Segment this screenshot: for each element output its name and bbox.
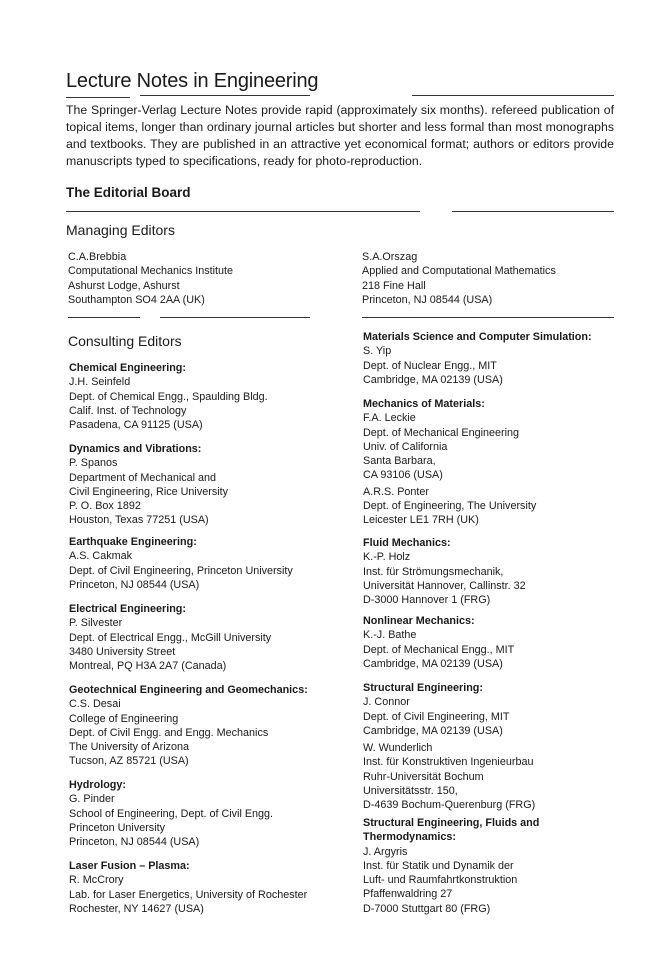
section-heading: Geotechnical Engineering and Geomechanics: — [69, 684, 308, 696]
section-materials-science — [363, 330, 592, 387]
address-line: Princeton, NJ 08544 (USA) — [69, 578, 200, 591]
address-line: A.R.S. Ponter — [363, 485, 430, 498]
managing-editors-heading: Managing Editors — [66, 222, 175, 238]
section-heading: Fluid Mechanics: — [363, 537, 451, 549]
section-heading: Dynamics and Vibrations: — [69, 443, 202, 455]
section-heading: Laser Fusion – Plasma: — [69, 860, 190, 872]
address-line: 3480 University Street — [69, 645, 176, 658]
section-heading: Structural Engineering, Fluids and — [363, 817, 540, 829]
address-line: Dept. of Civil Engg. and Engg. Mechanics — [69, 726, 269, 739]
section-fluid-mechanics — [363, 536, 526, 607]
address-line: Dept. of Nuclear Engg., MIT — [363, 359, 497, 372]
address-line: C.S. Desai — [69, 698, 121, 711]
address-line: D-4639 Bochum-Querenburg (FRG) — [363, 799, 536, 812]
address-line: The University of Arizona — [69, 741, 190, 754]
address-line: Dept. of Chemical Engg., Spaulding Bldg. — [69, 390, 268, 403]
address-line: J. Argyris — [363, 845, 408, 858]
address-line: Cambridge, MA 02139 (USA) — [363, 724, 503, 737]
section-heading: Structural Engineering: — [363, 682, 483, 694]
address-line: D-7000 Stuttgart 80 (FRG) — [363, 902, 491, 915]
intro-paragraph: The Springer-Verlag Lecture Notes provide rapid (approximately six months). refereed publication of topical items, longer than ordinary journal articles but shorter and less formal than most monographs and textbooks. They are published in an attractive yet economical format; authors or editors provide manuscripts typed to specifications, ready for photo-reproduction. — [66, 103, 614, 168]
address-line: K.-J. Bathe — [363, 629, 417, 642]
section-heading: Thermodynamics: — [363, 831, 456, 844]
address-line: Montreal, PQ H3A 2A7 (Canada) — [69, 660, 227, 673]
address-line: Cambridge, MA 02139 (USA) — [363, 657, 503, 670]
section-earthquake-engineering — [69, 535, 293, 592]
address-line: F.A. Leckie — [363, 412, 416, 425]
consulting-rule-left-b — [160, 317, 310, 318]
address-line: Computational Mechanics Institute — [68, 265, 234, 278]
address-line: A.S. Cakmak — [69, 550, 132, 563]
address-line: Dept. of Engineering, The University — [363, 500, 537, 513]
consulting-rule-right — [362, 317, 614, 318]
address-line: Universität Hannover, Callinstr. 32 — [363, 579, 526, 592]
section-nonlinear-mechanics — [363, 614, 514, 671]
address-line: Dept. of Mechanical Engineering — [363, 426, 520, 439]
address-line: Houston, Texas 77251 (USA) — [69, 514, 209, 527]
address-line: Princeton University — [69, 821, 166, 834]
address-line: Princeton, NJ 08544 (USA) — [362, 293, 493, 306]
consulting-editors-heading: Consulting Editors — [68, 333, 182, 349]
address-line: D-3000 Hannover 1 (FRG) — [363, 594, 491, 607]
title-rule-right — [412, 95, 614, 96]
address-line: Dept. of Civil Engineering, Princeton University — [69, 564, 293, 577]
address-line: P. O. Box 1892 — [69, 500, 141, 513]
address-line: G. Pinder — [69, 793, 115, 806]
title-underline — [66, 97, 130, 98]
address-line: S. Yip — [363, 345, 392, 358]
address-line: Princeton, NJ 08544 (USA) — [69, 836, 200, 849]
managing-editor-left — [68, 250, 233, 307]
consulting-rule-left-a — [68, 317, 140, 318]
address-line: J.H. Seinfeld — [69, 376, 131, 389]
section-chemical-engineering — [69, 361, 268, 432]
address-line: Calif. Inst. of Technology — [69, 404, 187, 417]
section-laser-fusion-plasma — [69, 859, 307, 916]
address-line: W. Wunderlich — [363, 742, 433, 755]
address-line: P. Silvester — [69, 617, 123, 630]
address-line: Pfaffenwaldring 27 — [363, 888, 453, 901]
address-line: S.A.Orszag — [362, 251, 418, 263]
section-electrical-engineering — [69, 602, 271, 673]
section-heading: Mechanics of Materials: — [363, 398, 485, 410]
address-line: 218 Fine Hall — [362, 279, 426, 292]
section-heading: Electrical Engineering: — [69, 603, 186, 615]
address-line: Univ. of California — [363, 440, 448, 453]
address-line: Lab. for Laser Energetics, University of Rochester — [69, 888, 308, 901]
address-line: Civil Engineering, Rice University — [69, 485, 229, 498]
address-line: Tucson, AZ 85721 (USA) — [69, 755, 189, 768]
address-line: School of Engineering, Dept. of Civil Engg. — [69, 807, 274, 820]
section-geotechnical-engineering — [69, 683, 308, 769]
address-line: P. Spanos — [69, 457, 118, 470]
editorial-board-heading: The Editorial Board — [66, 185, 191, 200]
section-hydrology — [69, 778, 273, 849]
address-line: Universitätsstr. 150, — [363, 785, 458, 798]
address-line: Ruhr-Universität Bochum — [363, 770, 484, 783]
address-line: Inst. für Statik und Dynamik der — [363, 859, 514, 872]
address-line: College of Engineering — [69, 712, 179, 725]
address-line: R. McCrory — [69, 874, 124, 887]
section-heading: Nonlinear Mechanics: — [363, 615, 475, 627]
section-heading: Earthquake Engineering: — [69, 536, 197, 548]
address-line: Applied and Computational Mathematics — [362, 265, 556, 278]
address-line: Rochester, NY 14627 (USA) — [69, 902, 204, 915]
address-line: CA 93106 (USA) — [363, 469, 443, 482]
title-rule-segment — [140, 95, 310, 96]
section-heading: Chemical Engineering: — [69, 362, 186, 374]
managing-editor-right — [362, 250, 556, 307]
section-structural-fluids-thermo — [363, 816, 539, 916]
address-line: Dept. of Civil Engineering, MIT — [363, 710, 510, 723]
section-structural-engineering — [363, 681, 535, 813]
address-line: Cambridge, MA 02139 (USA) — [363, 373, 503, 386]
address-line: Southampton SO4 2AA (UK) — [68, 293, 205, 306]
address-line: Pasadena, CA 91125 (USA) — [69, 419, 203, 432]
section-dynamics-vibrations — [69, 442, 228, 528]
section-heading: Materials Science and Computer Simulation: — [363, 331, 592, 343]
address-line: Luft- und Raumfahrtkonstruktion — [363, 874, 518, 887]
address-line: J. Connor — [363, 696, 410, 709]
section-heading: Hydrology: — [69, 779, 126, 791]
address-line: Ashurst Lodge, Ashurst — [68, 279, 180, 292]
address-line: Inst. für Konstruktiven Ingenieurbau — [363, 756, 534, 769]
board-rule-right — [452, 211, 614, 212]
address-line: Dept. of Electrical Engg., McGill University — [69, 631, 272, 644]
address-line: C.A.Brebbia — [68, 251, 127, 263]
address-line: Santa Barbara, — [363, 455, 436, 468]
page-title: Lecture Notes in Engineering — [66, 70, 319, 92]
address-line: Inst. für Strömungsmechanik, — [363, 565, 504, 578]
address-line: Leicester LE1 7RH (UK) — [363, 514, 479, 527]
section-mechanics-of-materials — [363, 397, 536, 528]
address-line: K.-P. Holz — [363, 551, 411, 564]
address-line: Department of Mechanical and — [69, 471, 217, 484]
board-rule-left — [66, 211, 420, 212]
address-line: Dept. of Mechanical Engg., MIT — [363, 643, 515, 656]
